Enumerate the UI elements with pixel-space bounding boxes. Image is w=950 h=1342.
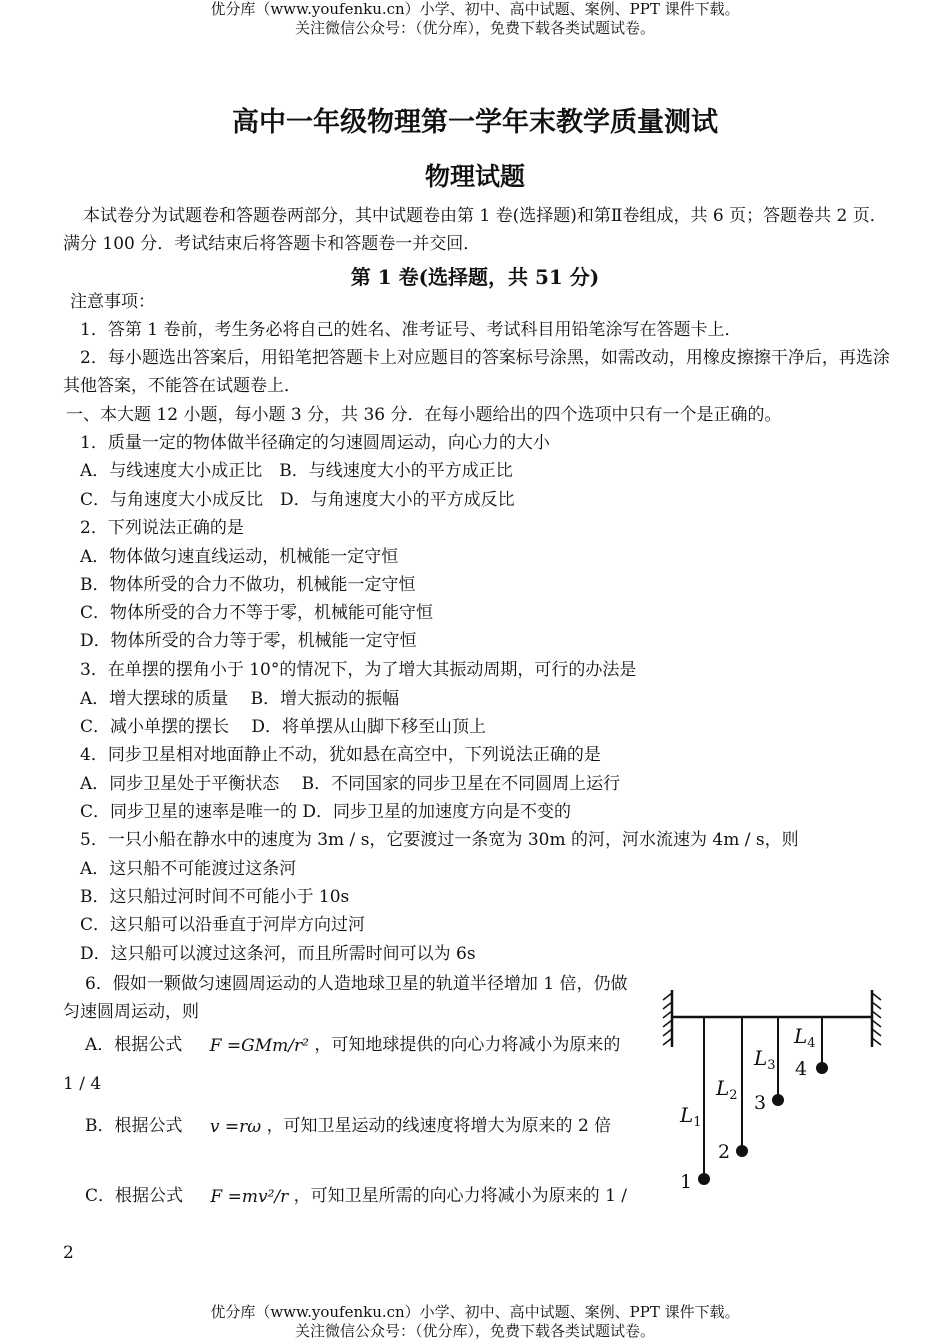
footer-line-1: 优分库（www.youfenku.cn）小学、初中、高中试题、案例、PPT 课件下载。 [210, 1303, 740, 1321]
label-l3: $L_3$ [754, 1046, 776, 1073]
q6-option-a-text: ，可知地球提供的向心力将减小为原来的 1 / 4 [63, 1035, 621, 1094]
q1-stem: 1．质量一定的物体做半径确定的匀速圆周运动，向心力的大小 [80, 433, 550, 453]
section1-title: 第 1 卷(选择题，共 51 分) [350, 265, 600, 289]
intro-paragraph: 本试卷分为试题卷和答题卷两部分，其中试题卷由第 1 卷(选择题)和第Ⅱ卷组成，共 6 页；答题卷共 2 页．满分 100 分．考试结束后将答题卡和答题卷一并交回． [63, 206, 887, 254]
label-l3-sub: 3 [767, 1058, 776, 1073]
q5-stem: 5．一只小船在静水中的速度为 3m / s，它要渡过一条宽为 30m 的河，河水流速为 4m / s，则 [80, 830, 799, 850]
q1-options-ab: A．与线速度大小成正比 B．与线速度大小的平方成正比 [80, 461, 513, 481]
q3-stem: 3．在单摆的摆角小于 10°的情况下，为了增大其振动周期，可行的办法是 [80, 660, 637, 680]
label-l1-sub: 1 [693, 1115, 702, 1130]
ball-4 [816, 1062, 828, 1074]
q1-options-cd: C．与角速度大小成反比 D．与角速度大小的平方成反比 [80, 490, 515, 510]
q4-options-cd: C．同步卫星的速率是唯一的 D．同步卫星的加速度方向是不变的 [80, 802, 572, 822]
q2-option-b: B．物体所受的合力不做功，机械能一定守恒 [80, 575, 416, 595]
exam-title: 高中一年级物理第一学年末教学质量测试 [232, 107, 718, 138]
ball-number-4: 4 [795, 1058, 808, 1080]
q6-option-b [63, 1112, 633, 1141]
notice-2: 2．每小题选出答案后，用铅笔把答题卡上对应题目的答案标号涂黑，如需改动，用橡皮擦擦干净后，再选涂其他答案，不能答在试题卷上． [63, 348, 890, 396]
q2-stem: 2．下列说法正确的是 [80, 518, 244, 538]
exam-subtitle: 物理试题 [424, 162, 525, 191]
ball-2 [736, 1145, 748, 1157]
q2-option-a: A．物体做匀速直线运动，机械能一定守恒 [80, 547, 399, 567]
q6-option-a-prefix: A．根据公式 [85, 1035, 183, 1055]
label-l2: $L_2$ [716, 1076, 738, 1103]
part1-description: 一、本大题 12 小题，每小题 3 分，共 36 分．在每小题给出的四个选项中只有一个是正确的。 [66, 405, 782, 425]
q4-stem: 4．同步卫星相对地面静止不动，犹如悬在高空中，下列说法正确的是 [80, 745, 601, 765]
pendulum-figure [650, 985, 890, 1195]
ball-1 [698, 1173, 710, 1185]
header-line-1: 优分库（www.youfenku.cn）小学、初中、高中试题、案例、PPT 课件下载。 [210, 0, 740, 18]
footer-line-2: 关注微信公众号：（优分库），免费下载各类试题试卷。 [294, 1322, 655, 1340]
q5-option-c: C．这只船可以沿垂直于河岸方向过河 [80, 915, 366, 935]
header-line-2: 关注微信公众号：（优分库），免费下载各类试题试卷。 [294, 19, 655, 37]
q6-option-b-prefix: B．根据公式 [85, 1116, 183, 1136]
q6-option-a-formula: F =GMm/r² [209, 1035, 309, 1056]
left-wall-hatch [663, 993, 672, 1045]
q5-option-a: A．这只船不可能渡过这条河 [80, 859, 297, 879]
q6-option-c-text: ，可知卫星所需的向心力将减小为原来的 1 / 2 [63, 1186, 628, 1263]
label-l4: $L_4$ [794, 1024, 816, 1051]
ball-number-1: 1 [680, 1171, 693, 1193]
q3-options-cd: C．减小单摆的摆长 D．将单摆从山脚下移至山顶上 [80, 717, 487, 737]
q5-option-d: D．这只船可以渡过这条河，而且所需时间可以为 6s [80, 944, 476, 964]
q2-option-d: D．物体所受的合力等于零，机械能一定守恒 [80, 631, 417, 651]
q4-options-ab: A．同步卫星处于平衡状态 B．不同国家的同步卫星在不同圆周上运行 [80, 774, 621, 794]
label-l1: $L_1$ [680, 1103, 702, 1130]
q6-stem: 6．假如一颗做匀速圆周运动的人造地球卫星的轨道半径增加 1 倍，仍做匀速圆周运动，则 [63, 974, 628, 1022]
ball-number-3: 3 [754, 1092, 767, 1114]
q6-option-c [63, 1168, 633, 1281]
q6-option-b-text: ，可知卫星运动的线速度将增大为原来的 2 倍 [266, 1116, 612, 1136]
notice-1: 1．答第 1 卷前，考生务必将自己的姓名、准考证号、考试科目用铅笔涂写在答题卡上． [80, 320, 742, 340]
label-l4-sub: 4 [807, 1036, 816, 1051]
q6-option-c-prefix: C．根据公式 [85, 1186, 184, 1206]
notice-title: 注意事项： [70, 292, 155, 312]
q6-option-c-formula: F =mv²/r [210, 1186, 289, 1207]
q3-options-ab: A．增大摆球的质量 B．增大振动的振幅 [80, 689, 400, 709]
q5-option-b: B．这只船过河时间不可能小于 10s [80, 887, 350, 907]
label-l2-sub: 2 [729, 1088, 738, 1103]
right-wall-hatch [872, 993, 881, 1045]
q6-option-b-formula: v =rω [209, 1116, 262, 1137]
ball-3 [772, 1094, 784, 1106]
ball-number-2: 2 [718, 1141, 731, 1163]
q2-option-c: C．物体所受的合力不等于零，机械能可能守恒 [80, 603, 434, 623]
q6-option-a [63, 1026, 633, 1103]
